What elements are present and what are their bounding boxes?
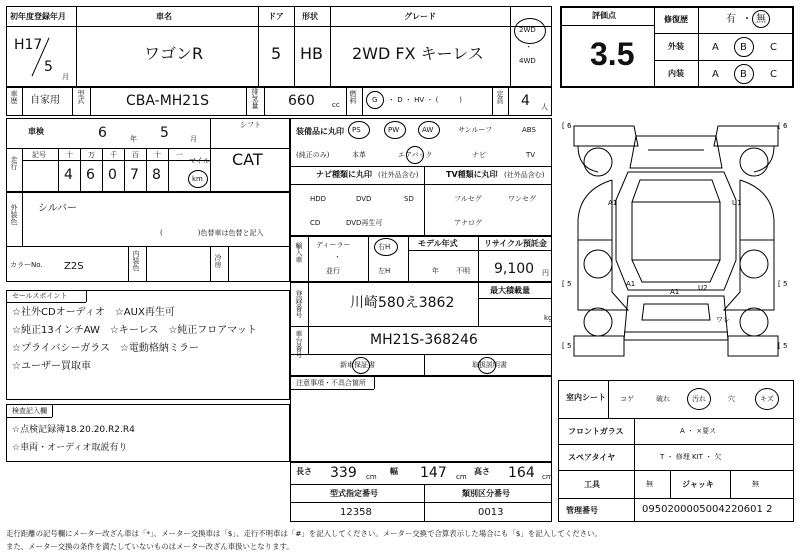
repair-label: 修復歴 (664, 15, 688, 24)
manual: 取扱説明書 (472, 361, 507, 369)
class-no: 0013 (478, 507, 504, 518)
height: 164 (508, 465, 535, 481)
recycle-label: リサイクル預託金 (484, 239, 547, 248)
length: 339 (330, 465, 357, 481)
capacity-label: 定員 (496, 90, 504, 104)
notes-label: 注意事項・不具合箇所 (296, 379, 366, 387)
max-load-unit: kg (544, 314, 553, 322)
tv-label: TV種類に丸印 (446, 170, 498, 179)
equip-0: PS (352, 126, 361, 134)
tv-analog: アナログ (454, 219, 482, 227)
body-outline (616, 172, 736, 290)
door-label: ドア (268, 12, 284, 21)
selling-points-label: セールスポイント (12, 292, 68, 300)
nav-sub: (社外品含む) (378, 171, 419, 179)
nav-cd: CD (310, 219, 321, 227)
interior-grade-c: C (770, 69, 777, 80)
width-label: 幅 (390, 467, 398, 476)
nav-dvd: DVD (356, 195, 372, 203)
color-no-label: カラーNo. (10, 261, 43, 269)
model-year-label: モデル年式 (418, 239, 458, 248)
import-parallel: 並行 (326, 267, 340, 275)
left-handle: 左H (378, 267, 391, 275)
color-no: Z2S (64, 261, 84, 272)
footer-note-2: また、メーター交換の条件を満たしていないものはメーター改ざん車扱いとなります。 (6, 542, 294, 551)
exterior-color: シルバー (38, 203, 78, 214)
exterior-color-label: 外装色 (10, 204, 18, 225)
nav-sd: SD (404, 195, 414, 203)
displacement: 660 (288, 93, 315, 109)
digit-label-0: 十 (66, 151, 73, 159)
drive-2wd: 2WD (519, 26, 536, 34)
nav-label: ナビ種類に丸印 (316, 170, 372, 179)
car-name-label: 車名 (156, 12, 172, 21)
mark-crack: ワレ (716, 316, 730, 324)
inspection-record-line-2: ☆車両・オーディオ取説有り (12, 443, 128, 453)
mark-a1-rear: A1 (670, 288, 680, 296)
tools-value: 無 (646, 480, 653, 488)
equip-3: サンルーフ (458, 126, 493, 134)
mark-label: 記号 (32, 151, 46, 159)
repair-no: 無 (756, 14, 766, 25)
equip2-1: エアバック (398, 151, 433, 159)
mileage-digit-2: 0 (108, 167, 117, 183)
height-label: 高さ (474, 467, 490, 476)
drive-4wd: 4WD (519, 57, 536, 65)
digit-label-3: 百 (132, 151, 139, 159)
footer-note-1: 走行距離の記号欄にメーター改ざん車は「*」、メーター交換車は「$」、走行不明車は「#」を記入してください。メーター交換で合算表示した場合にも「$」を記入してください。 (6, 529, 602, 538)
recycle-amount: 9,100 (494, 261, 535, 277)
rear-section (624, 296, 728, 340)
tools-label: 工具 (584, 480, 600, 489)
inspection-record-line-1: ☆点検記録簿18.20.20.R2.R4 (12, 425, 135, 435)
interior-color-label: 内装色 (132, 250, 140, 271)
repair-dot: ・ (742, 14, 752, 25)
tv-fullseg: フルセグ (454, 195, 482, 203)
tread-fl: [ 6 (562, 122, 572, 130)
mark-a1-left: A1 (608, 199, 618, 207)
repair-yes: 有 (726, 14, 736, 25)
windshield-label: フロントガラス (568, 427, 624, 436)
tv-sub: (社外品含む) (504, 171, 545, 179)
first-reg-label: 初年度登録年月 (10, 12, 66, 21)
car-name: ワゴンR (144, 44, 204, 63)
digit-label-1: 万 (88, 151, 95, 159)
width-unit: cm (456, 473, 467, 481)
mark-u2-right-rear: U2 (698, 284, 708, 292)
length-label: 長さ (296, 467, 312, 476)
warranty: 新車保証書 (340, 361, 375, 369)
displacement-cc: cc (332, 101, 340, 109)
seat-item-2: 汚れ (692, 395, 706, 403)
equipment-sub: (純正のみ) (296, 151, 330, 159)
shape: HB (300, 44, 324, 63)
digit-label-5: 一 (176, 151, 183, 159)
mileage-digit-3: 7 (130, 167, 139, 183)
seat-item-1: 破れ (656, 395, 670, 403)
right-handle: 右H (378, 243, 391, 251)
grade-label: グレード (404, 12, 436, 21)
inspection-label: 車検 (28, 127, 44, 136)
chassis-number: MH21S-368246 (370, 332, 478, 348)
color-change-note: ( )色替車は色替と記入 (160, 229, 264, 237)
chassis-label: 車台番号 (295, 330, 303, 358)
exterior-label: 外装 (668, 42, 684, 51)
equipment-label: 装備品に丸印 (296, 127, 344, 136)
seat-label: 室内シート (566, 393, 606, 402)
mileage-digit-0: 4 (64, 167, 73, 183)
interior-grade-a: A (712, 69, 719, 80)
inspection-record-label: 検査記入欄 (12, 407, 47, 415)
jack-value: 無 (752, 480, 759, 488)
inspection-month: 5 (160, 125, 169, 141)
interior-label: 内装 (668, 69, 684, 78)
mark-u1-right: U1 (732, 199, 742, 207)
registration-number: 川崎580え3862 (350, 295, 455, 311)
digit-label-2: 千 (110, 151, 117, 159)
shift-label: シフト (240, 121, 261, 129)
model-label: 型式 (77, 90, 85, 104)
management-label: 管理番号 (566, 506, 598, 515)
mileage-digit-4: 8 (152, 167, 161, 183)
import-dot: ・ (334, 253, 341, 261)
recycle-yen: 円 (542, 269, 549, 277)
tread-rr: [ 5 (778, 342, 788, 350)
equip2-3: TV (526, 151, 536, 159)
registration-label: 登録番号 (295, 290, 303, 318)
model-year-unit: 年 (432, 267, 439, 275)
first-reg-month-unit: 月 (62, 73, 69, 81)
exterior-grade-c: C (770, 42, 777, 53)
length-unit: cm (366, 473, 377, 481)
height-unit: cm (542, 473, 553, 481)
tread-ml: [ 5 (562, 280, 572, 288)
model-year-value: 不明 (456, 267, 470, 275)
grade: 2WD FX キーレス (352, 44, 484, 63)
left-side-panel (578, 180, 628, 310)
selling-point-0: ☆社外CDオーディオ ☆AUX再生可 (12, 307, 175, 318)
front-left-side (574, 126, 638, 146)
tread-rl: [ 5 (562, 342, 572, 350)
equip2-2: ナビ (472, 151, 486, 159)
import-dealer: ディーラー (316, 241, 351, 249)
mile-label: マイル (189, 157, 210, 165)
fuel-g: G (372, 96, 378, 104)
seat-item-4: キズ (760, 395, 774, 403)
type-no-label: 型式指定番号 (330, 489, 378, 498)
type-no: 12358 (340, 507, 372, 518)
equip2-0: 本革 (352, 151, 366, 159)
interior-grade-b: B (740, 69, 747, 80)
import-label: 輸入車 (295, 242, 303, 263)
score-label: 評価点 (592, 11, 616, 20)
nav-hdd: HDD (310, 195, 327, 203)
tread-mr: [ 5 (778, 280, 788, 288)
capacity: 4 (521, 93, 530, 109)
mileage-label: 走行 (10, 156, 18, 170)
tread-fr: [ 6 (778, 122, 788, 130)
front-right-side (714, 126, 778, 146)
equip-1: PW (388, 126, 400, 134)
max-load-label: 最大積載量 (490, 286, 530, 295)
width: 147 (420, 465, 447, 481)
fuel-label: 燃料 (349, 90, 357, 104)
evaluation-score: 3.5 (590, 36, 635, 72)
usage: 自家用 (30, 95, 60, 106)
ac-label: 冷房 (214, 254, 222, 268)
mileage-digit-1: 6 (86, 167, 95, 183)
seat-item-3: 穴 (728, 395, 735, 403)
hood (630, 136, 722, 168)
model: CBA-MH21S (126, 93, 210, 109)
row2-table (6, 86, 552, 116)
inspection-month-unit: 月 (190, 135, 197, 143)
mark-a1-left-rear: A1 (626, 280, 636, 288)
selling-point-1: ☆純正13インチAW ☆キーレス ☆純正フロアマット (12, 325, 257, 336)
inspection-year-unit: 年 (130, 135, 137, 143)
equip-2: AW (422, 126, 434, 134)
displacement-label: 排気量 (251, 88, 259, 109)
selling-point-3: ☆ユーザー買取車 (12, 361, 91, 372)
nav-dvd-play: DVD再生可 (346, 219, 383, 227)
first-reg-month: 5 (44, 59, 53, 75)
shape-label: 形状 (302, 12, 318, 21)
windshield-value: A ・ ×要ス (680, 427, 717, 435)
exterior-grade-a: A (712, 42, 719, 53)
exterior-grade-b: B (740, 42, 747, 53)
capacity-unit: 人 (541, 103, 548, 111)
shift: CAT (232, 150, 263, 169)
digit-label-4: 十 (154, 151, 161, 159)
seat-item-0: コゲ (620, 395, 634, 403)
equip-4: ABS (522, 126, 536, 134)
management-number: 0950200005004220601 2 (642, 504, 773, 515)
spare-tire-label: スペアタイヤ (568, 453, 616, 462)
tv-oneseg: ワンセグ (508, 195, 536, 203)
usage-label: 車歴 (10, 90, 18, 104)
km-unit: km (192, 175, 203, 183)
drive-dot: ・ (525, 43, 532, 51)
first-reg-era: H17 (14, 37, 43, 53)
fuel-options: ・ D ・ HV ・ ( ) (388, 96, 463, 104)
jack-label: ジャッキ (682, 480, 714, 489)
selling-point-2: ☆プライバシーガラス ☆電動格納ミラー (12, 343, 199, 354)
doors: 5 (271, 44, 282, 63)
car-damage-diagram (558, 110, 794, 372)
class-no-label: 類別区分番号 (462, 489, 510, 498)
spare-tire-value: T ・ 修理 KIT ・ 欠 (660, 453, 722, 461)
inspection-year: 6 (98, 125, 107, 141)
